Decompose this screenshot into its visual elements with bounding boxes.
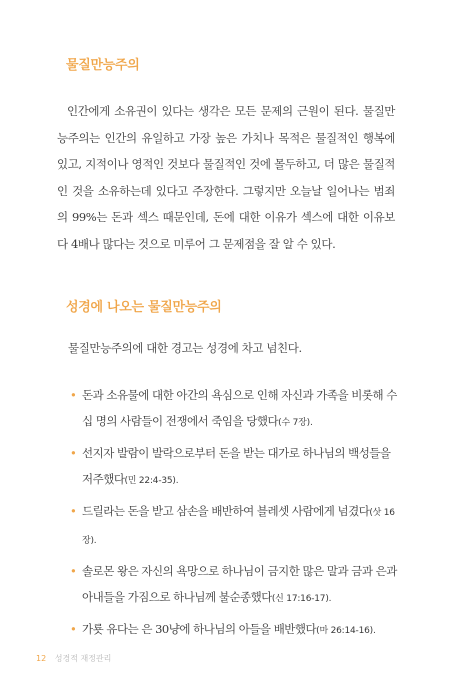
materialism-paragraph: 인간에게 소유권이 있다는 생각은 모든 문제의 근원이 된다. 물질만능주의는 인간의 유일하고 가장 높은 가치나 목적은 물질적인 행복에 있고, 지적이나 영적인 것보다 물질적인 것에 몰두하고, 더 많은 물질적인 것을 소유하는데 있다고 주장한다. 그렇지만 오늘날 일어나는 범죄의 99%는 돈과 섹스 때문인데, 돈에 대한 이유가 섹스에 대한 이유보다 4배나 많다는 것으로 미루어 그 문제점을 잘 알 수 있다. (57, 104, 395, 251)
page-footer (36, 653, 111, 664)
scripture-reference: (신 17:16-17). (271, 594, 332, 604)
section-heading-bible-materialism: 성경에 나오는 물질만능주의 (66, 300, 222, 315)
list-item (58, 616, 398, 644)
bible-examples-list (58, 382, 398, 648)
list-item-text: 드릴라는 돈을 받고 삼손을 배반하여 블레셋 사람에게 넘겼다 (82, 504, 370, 518)
list-item (58, 498, 398, 554)
list-item (58, 558, 398, 612)
scripture-reference: (마 26:14-16). (316, 626, 376, 636)
scripture-reference: (수 7장). (278, 418, 313, 428)
bullet-dot-icon: • (70, 446, 77, 460)
bullet-dot-icon: • (70, 504, 77, 518)
list-item-text: 가룟 유다는 은 30냥에 하나님의 아들을 배반했다 (82, 622, 317, 636)
list-item (58, 382, 398, 436)
bullet-dot-icon: • (70, 388, 77, 402)
list-item-text: 선지자 발람이 발락으로부터 돈을 받는 대가로 하나님의 백성들을 저주했다 (82, 446, 391, 486)
scripture-reference: (삿 16장). (82, 508, 395, 546)
page-number: 12 (36, 654, 47, 663)
list-item-text: 돈과 소유물에 대한 아간의 욕심으로 인해 자신과 가족을 비롯해 수십 명의 사람들이 전쟁에서 죽임을 당했다 (82, 388, 397, 428)
section-intro: 물질만능주의에 대한 경고는 성경에 차고 넘친다. (68, 341, 302, 355)
list-item-text: 솔로몬 왕은 자신의 욕망으로 하나님이 금지한 많은 말과 금과 은과 아내들을 가짐으로 하나님께 불순종했다 (82, 564, 397, 604)
bullet-dot-icon: • (70, 564, 77, 578)
section-heading-materialism: 물질만능주의 (66, 58, 140, 73)
scripture-reference: (민 22:4-35). (124, 476, 179, 486)
list-item (58, 440, 398, 494)
book-title: 성경적 재정관리 (54, 654, 112, 663)
bullet-dot-icon: • (70, 622, 77, 636)
